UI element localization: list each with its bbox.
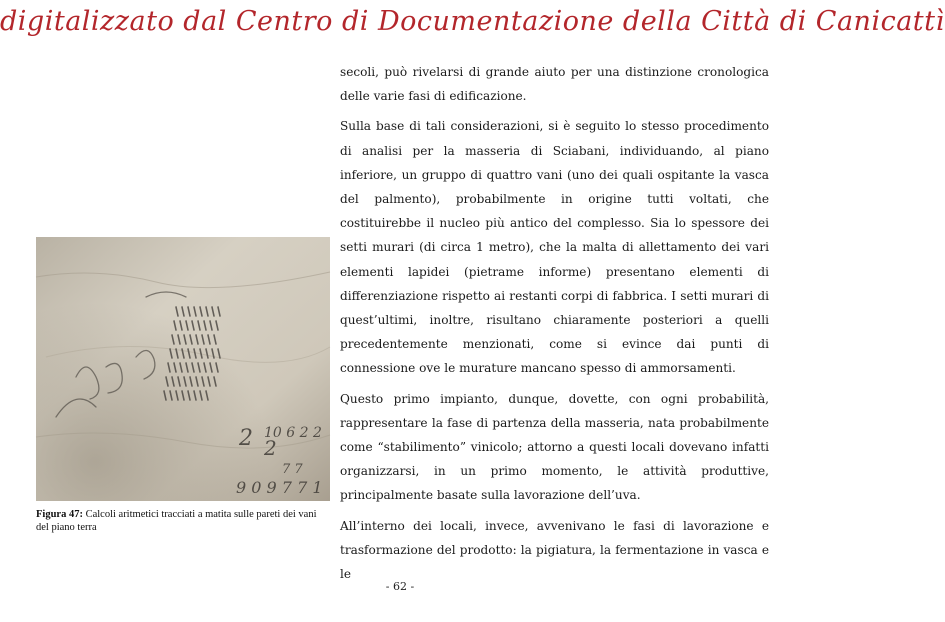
body-text: [340, 60, 769, 592]
wall-writing-1: 2: [239, 426, 253, 451]
paragraph-2: Sulla base di tali considerazioni, si è seguito lo stesso procedimento di analisi per la masseria di Sciabani, individuando, al piano inferiore, un gruppo di quattro vani (uno dei quali ospitante la vasca del palmento), probabilmente in origine tutti voltati, che costituirebbe il nucleo più antico del complesso. Sia lo spessore dei setti murari (di circa 1 metro), che la malta di allettamento dei vari elementi lapidei (pietrame informe) presentano elementi di differenziazione rispetto ai restanti corpi di fabbrica. I setti murari di quest’ultimi, inoltre, risultano chiaramente posteriori a quelli precedentemente menzionati, come si evince dai punti di connessione ove le murature mancano spesso di ammorsamenti.: [340, 119, 769, 376]
wall-pencil-calculations-image: [36, 237, 330, 501]
wall-writing-4: 7 7: [282, 462, 303, 477]
figure-caption-text: Calcoli aritmetici tracciati a matita sulle pareti dei vani del piano terra: [36, 509, 317, 533]
paragraph-1: secoli, può rivelarsi di grande aiuto per una distinzione cronologica delle varie fasi di edificazione.: [340, 65, 769, 104]
paragraph-3: Questo primo impianto, dunque, dovette, con ogni probabilità, rappresentare la fase di partenza della masseria, nata probabilmente come “stabilimento” vinicolo; attorno a questi locali dovevano infatti organizzarsi, in un primo momento, le attività produttive, principalmente basate sulla lavorazione dell’uva.: [340, 391, 769, 503]
page-number: - 62 -: [385, 580, 415, 593]
figure-photo: [36, 237, 330, 501]
wall-writing-5: 9 0 9 7 7 1: [236, 478, 323, 497]
digitization-watermark: digitalizzato dal Centro di Documentazione della Città di Canicattì: [0, 6, 945, 37]
figure-label: Figura 47:: [36, 509, 83, 520]
wall-writing-3: 2: [264, 436, 277, 460]
figure-caption: [36, 508, 330, 534]
wall-writing-2: 10 6 2 2: [264, 425, 322, 441]
paragraph-4: All’interno dei locali, invece, avvenivano le fasi di lavorazione e trasformazione del prodotto: la pigiatura, la fermentazione in vasca e le: [340, 518, 769, 582]
